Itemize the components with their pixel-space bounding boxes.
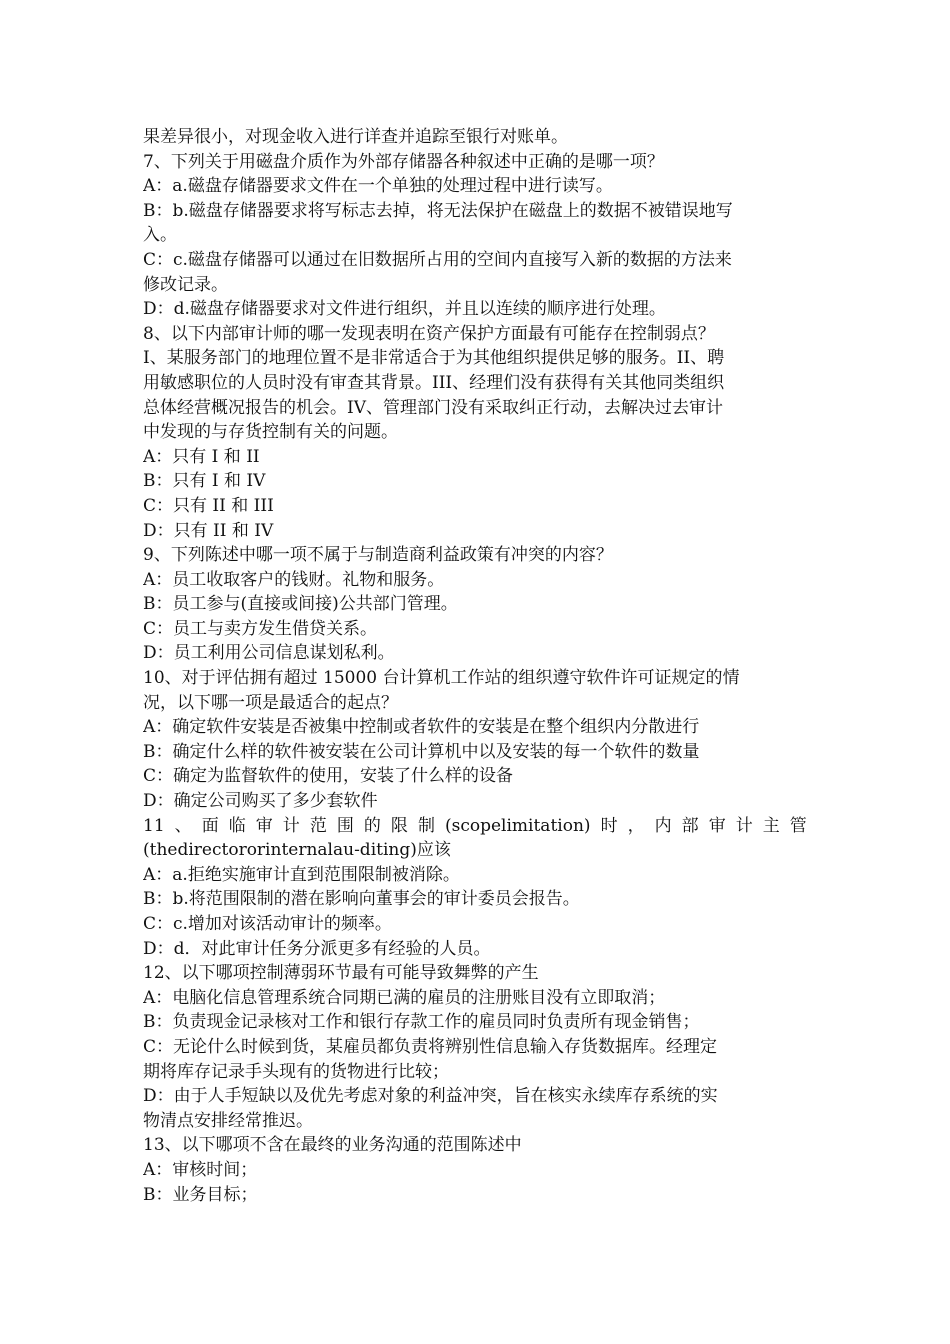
q11-token: 主	[762, 815, 780, 836]
q9-option-c: C：员工与卖方发生借贷关系。	[143, 618, 378, 639]
document-page	[143, 125, 807, 1207]
q9-option-d: D：员工利用公司信息谋划私利。	[143, 643, 395, 664]
q8-option-a: A：只有 I 和 II	[143, 446, 260, 467]
q12-option-d: D：由于人手短缺以及优先考虑对象的利益冲突，旨在核实永续库存系统的实	[143, 1086, 718, 1107]
q7-option-a: A：a.磁盘存储器要求文件在一个单独的处理过程中进行读写。	[143, 176, 613, 197]
q10-option-c: C：确定为监督软件的使用，安装了什么样的设备	[143, 766, 514, 787]
q11-token: ，	[627, 815, 645, 836]
q11-token: 面	[201, 815, 219, 836]
question-10: 10、对于评估拥有超过 15000 台计算机工作站的组织遵守软件许可证规定的情	[143, 668, 740, 689]
q11-token: 审	[708, 815, 726, 836]
q11-option-a: A：a.拒绝实施审计直到范围限制被消除。	[143, 864, 460, 885]
q10-option-a: A：确定软件安装是否被集中控制或者软件的安装是在整个组织内分散进行	[143, 717, 700, 738]
q11-token: 内	[654, 815, 672, 836]
q8-statement: I、某服务部门的地理位置不是非常适合于为其他组织提供足够的服务。II、聘	[143, 348, 725, 369]
q8-statement-cont: 用敏感职位的人员时没有审查其背景。III、经理们没有获得有关其他同类组织	[143, 372, 725, 393]
q11-token: 范	[309, 815, 327, 836]
q11-option-d: D：d．对此审计任务分派更多有经验的人员。	[143, 938, 491, 959]
q11-option-c: C：c.增加对该活动审计的频率。	[143, 914, 392, 934]
q11-token: 的	[363, 815, 381, 836]
q13-option-a: A：审核时间；	[143, 1159, 258, 1180]
q10-option-d: D：确定公司购买了多少套软件	[143, 791, 378, 812]
q8-statement-cont: 中发现的与存货控制有关的问题。	[143, 422, 398, 443]
q9-option-a: A：员工收取客户的钱财。礼物和服务。	[143, 569, 445, 590]
q12-option-c-cont: 期将库存记录手头现有的货物进行比较；	[143, 1061, 449, 1082]
question-13: 13、以下哪项不含在最终的业务沟通的范围陈述中	[143, 1135, 522, 1156]
q11-token: 11	[143, 815, 165, 836]
q11-token: 围	[336, 815, 354, 836]
q11-token: 临	[228, 815, 246, 836]
q12-option-d-cont: 物清点安排经常推迟。	[143, 1110, 313, 1131]
q11-token: 管	[789, 815, 807, 836]
q11-token: 部	[681, 815, 699, 836]
q7-option-d: D：d.磁盘存储器要求对文件进行组织，并且以连续的顺序进行处理。	[143, 299, 666, 320]
q11-token: 计	[282, 815, 300, 836]
q12-option-b: B：负责现金记录核对工作和银行存款工作的雇员同时负责所有现金销售；	[143, 1012, 700, 1033]
q11-token: 限	[390, 815, 408, 836]
question-10-cont: 况，以下哪一项是最适合的起点？	[143, 692, 398, 713]
question-11-cont: (thedirectororinternalau-diting)应该	[143, 840, 451, 861]
q11-token: (scopelimitation)	[444, 815, 591, 836]
q11-token: 时	[600, 815, 618, 836]
q7-option-b-cont: 入。	[143, 225, 177, 246]
question-9: 9、下列陈述中哪一项不属于与制造商利益政策有冲突的内容？	[143, 545, 613, 566]
text-line: 果差异很小，对现金收入进行详查并追踪至银行对账单。	[143, 127, 568, 147]
q9-option-b: B：员工参与(直接或间接)公共部门管理。	[143, 594, 458, 615]
question-11	[143, 814, 807, 839]
q11-token: 制	[417, 815, 435, 836]
question-12: 12、以下哪项控制薄弱环节最有可能导致舞弊的产生	[143, 963, 539, 984]
q8-option-c: C：只有 II 和 III	[143, 495, 274, 516]
q11-token: 计	[735, 815, 753, 836]
q12-option-a: A：电脑化信息管理系统合同期已满的雇员的注册账目没有立即取消；	[143, 987, 666, 1008]
q11-token: 审	[255, 815, 273, 836]
question-8: 8、以下内部审计师的哪一发现表明在资产保护方面最有可能存在控制弱点？	[143, 323, 715, 344]
q12-option-c: C：无论什么时候到货，某雇员都负责将辨别性信息输入存货数据库。经理定	[143, 1036, 718, 1057]
q10-option-b: B：确定什么样的软件被安装在公司计算机中以及安装的每一个软件的数量	[143, 741, 700, 762]
q13-option-b: B：业务目标；	[143, 1184, 258, 1205]
q7-option-c-cont: 修改记录。	[143, 274, 228, 295]
q8-option-b: B：只有 I 和 IV	[143, 471, 266, 492]
q8-option-d: D：只有 II 和 IV	[143, 520, 274, 541]
q7-option-b: B：b.磁盘存储器要求将写标志去掉，将无法保护在磁盘上的数据不被错误地写	[143, 200, 733, 221]
q11-token: 、	[174, 815, 192, 836]
q11-option-b: B：b.将范围限制的潜在影响向董事会的审计委员会报告。	[143, 889, 580, 910]
question-7: 7、下列关于用磁盘介质作为外部存储器各种叙述中正确的是哪一项？	[143, 151, 664, 172]
q7-option-c: C：c.磁盘存储器可以通过在旧数据所占用的空间内直接写入新的数据的方法来	[143, 249, 732, 270]
q8-statement-cont: 总体经营概况报告的机会。IV、管理部门没有采取纠正行动，去解决过去审计	[143, 397, 723, 418]
